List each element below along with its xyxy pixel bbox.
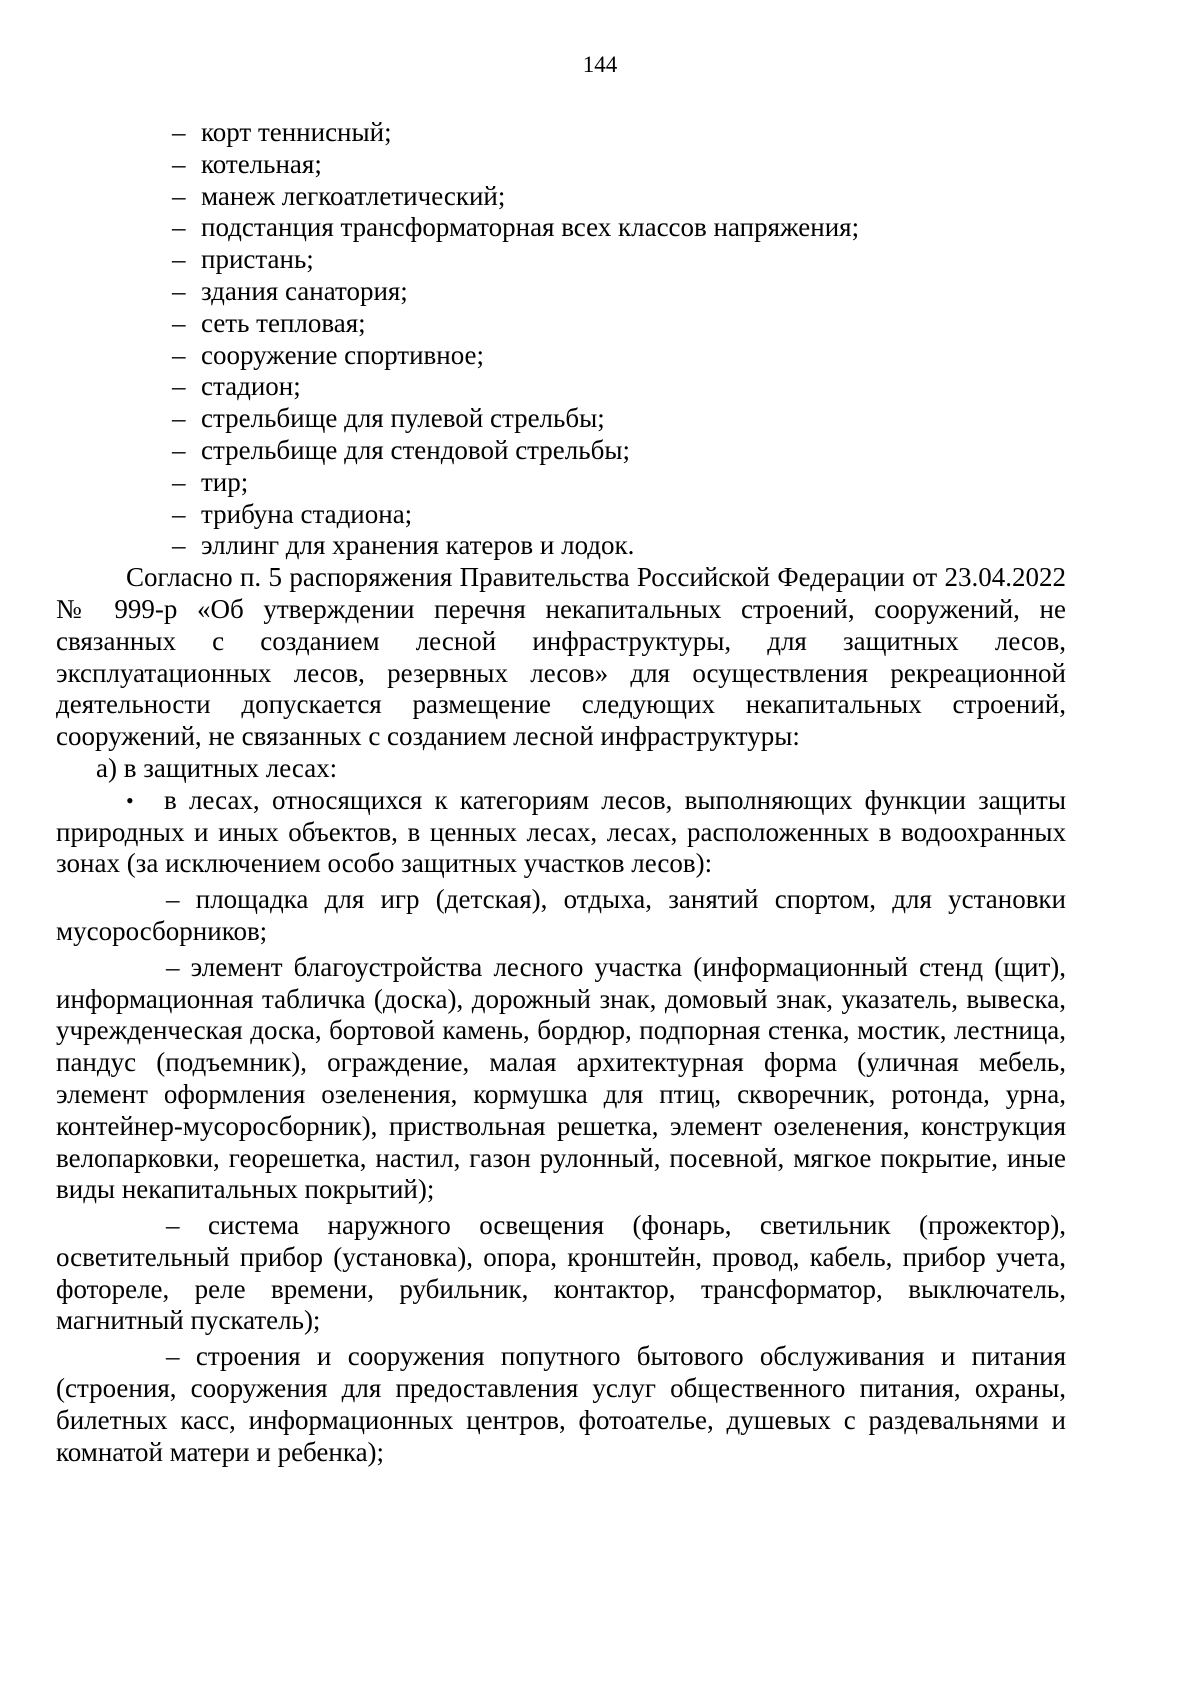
dash-marker: –	[172, 530, 186, 561]
list-item-text: стадион;	[201, 371, 301, 402]
dash-marker: –	[172, 498, 186, 529]
dash-marker: –	[166, 884, 180, 915]
dash-marker: –	[172, 212, 186, 243]
dash-marker: –	[172, 148, 186, 179]
list-item-text: трибуна стадиона;	[201, 498, 413, 529]
list-item	[56, 371, 1066, 403]
subsection-heading: а) в защитных лесах:	[96, 752, 338, 783]
list-item	[56, 308, 1066, 340]
main-paragraph: Согласно п. 5 распоряжения Правительства Российской Федерации от 23.04.2022 № 999-р «Об утверждении перечня некапитальных строений, сооружений, не связанных с созданием лесной инфраструктуры, для защитных лесов, эксплуатационных лесов, резервных лесов» для осуществления рекреационной деятельности допускается размещение следующих некапитальных строений, сооружений, не связанных с созданием лесной инфраструктуры:	[56, 562, 1066, 752]
list-item	[56, 435, 1066, 467]
dash-marker: –	[166, 1341, 180, 1372]
bullet-marker: •	[126, 787, 134, 813]
dash-paragraph	[56, 952, 1066, 1206]
list-item-text: котельная;	[201, 148, 322, 179]
dash-paragraph	[56, 1210, 1066, 1337]
dash-marker: –	[172, 180, 186, 211]
dash-paragraph	[56, 1341, 1066, 1468]
list-item	[56, 244, 1066, 276]
list-item-text: здания санатория;	[201, 275, 408, 306]
facility-list	[56, 117, 1066, 562]
list-item-text: эллинг для хранения катеров и лодок.	[201, 530, 635, 561]
list-item	[56, 467, 1066, 499]
dash-marker: –	[172, 307, 186, 338]
page-number: 144	[582, 52, 618, 77]
dash-paragraph-text: строения и сооружения попутного бытового обслуживания и питания (строения, сооружения для предоставления услуг общественного питания, охраны, билетных касс, информационных центров, фотоателье, душевых с раздевальнями и комнатой матери и ребенка);	[56, 1341, 1066, 1467]
dash-paragraph-text: площадка для игр (детская), отдыха, занятий спортом, для установки мусоросборников;	[56, 884, 1067, 946]
list-item	[56, 212, 1066, 244]
dash-marker: –	[172, 244, 186, 275]
list-item-text: пристань;	[201, 244, 314, 275]
list-item	[56, 117, 1066, 149]
dash-marker: –	[172, 339, 186, 370]
dash-marker: –	[172, 434, 186, 465]
dash-paragraph-text: система наружного освещения (фонарь, светильник (прожектор), осветительный прибор (установка), опора, кронштейн, провод, кабель, прибор учета, фотореле, реле времени, рубильник, контактор, трансформатор, выключатель, магнитный пускатель);	[56, 1210, 1066, 1336]
dash-marker: –	[172, 117, 186, 147]
list-item	[56, 499, 1066, 531]
list-item-text: стрельбище для пулевой стрельбы;	[201, 403, 605, 434]
list-item	[56, 530, 1066, 562]
list-item-text: стрельбище для стендовой стрельбы;	[201, 434, 630, 465]
list-item-text: сеть тепловая;	[201, 307, 366, 338]
list-item-text: манеж легкоатлетический;	[201, 180, 506, 211]
dash-marker: –	[172, 275, 186, 306]
dash-paragraph-text: элемент благоустройства лесного участка (информационный стенд (щит), информационная табличка (доска), дорожный знак, домовый знак, указатель, вывеска, учрежденческая доска, бортовой камень, бордюр, подпорная стенка, мостик, лестница, пандус (подъемник), ограждение, малая архитектурная форма (уличная мебель, элемент оформления озеленения, кормушка для птиц, скворечник, ротонда, урна, контейнер-мусоросборник), приствольная решетка, элемент озеленения, конструкция велопарковки, георешетка, настил, газон рулонный, посевной, мягкое покрытие, иные виды некапитальных покрытий);	[56, 951, 1066, 1205]
list-item-text: корт теннисный;	[201, 117, 392, 147]
dash-marker: –	[172, 403, 186, 434]
dash-marker: –	[172, 371, 186, 402]
dash-marker: –	[166, 1210, 180, 1241]
dash-marker: –	[172, 466, 186, 497]
list-item	[56, 403, 1066, 435]
list-item	[56, 276, 1066, 308]
dash-marker: –	[166, 951, 180, 982]
bullet-paragraph	[56, 785, 1066, 880]
list-item	[56, 149, 1066, 181]
list-item-text: подстанция трансформаторная всех классов напряжения;	[201, 212, 860, 243]
list-item-text: тир;	[201, 466, 249, 497]
dash-paragraph	[56, 884, 1066, 948]
bullet-text: в лесах, относящихся к категориям лесов, выполняющих функции защиты природных и иных объектов, в ценных лесах, лесах, расположенных в водоохранных зонах (за исключением особо защитных участков лесов):	[56, 784, 1066, 879]
list-item-text: сооружение спортивное;	[201, 339, 485, 370]
list-item	[56, 181, 1066, 213]
document-body	[56, 117, 1066, 1468]
list-item	[56, 340, 1066, 372]
